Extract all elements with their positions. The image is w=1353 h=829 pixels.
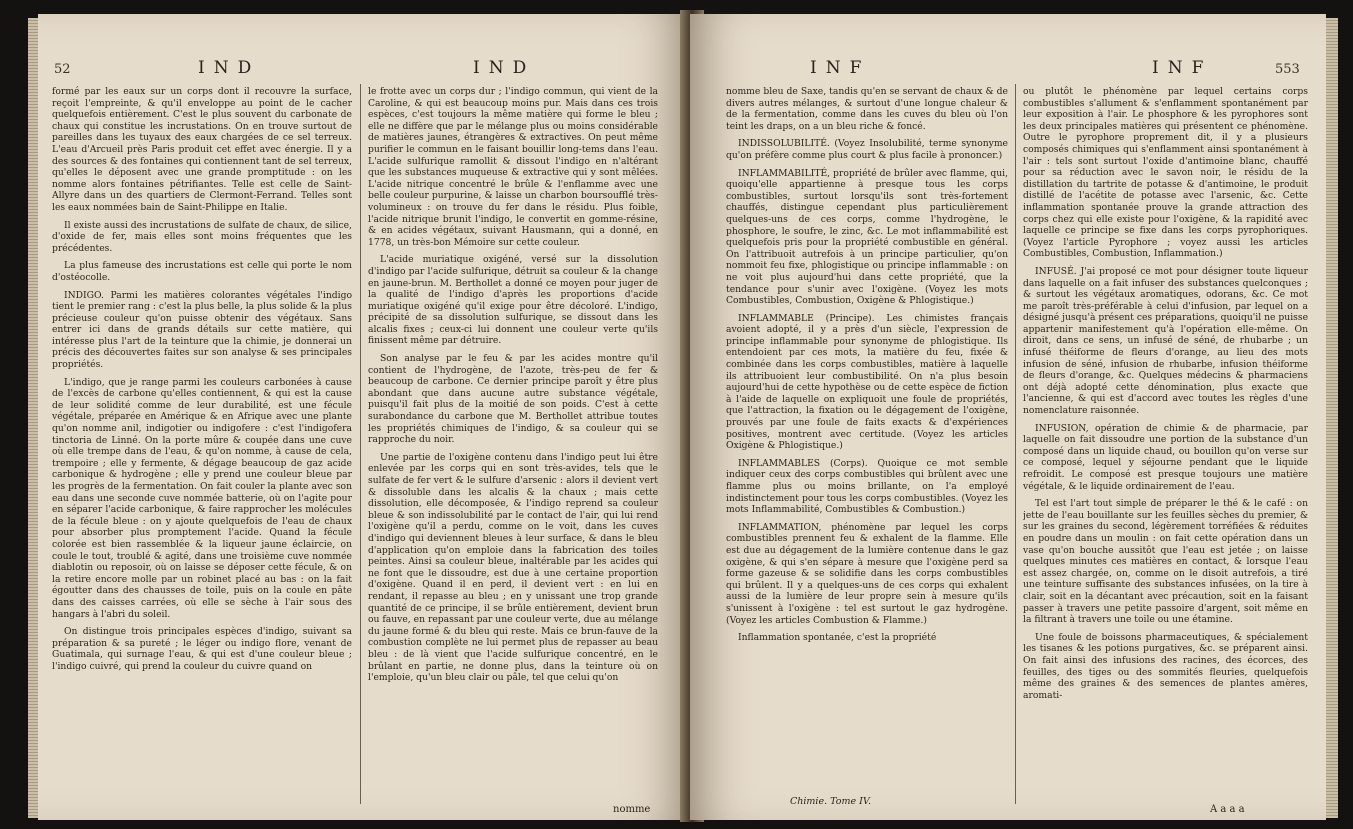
right-page bbox=[690, 14, 1326, 820]
paragraph: INDISSOLUBILITÉ. (Voyez Insolubilité, terme synonyme qu'on préfère comme plus court & plus facile à prononcer.) bbox=[726, 138, 1008, 161]
left-page-number: 52 bbox=[54, 62, 71, 77]
right-page-number: 553 bbox=[1275, 62, 1300, 77]
paragraph: Il existe aussi des incrustations de sulfate de chaux, de silice, d'oxide de fer, mais elles sont moins fréquentes que les précédentes. bbox=[52, 219, 352, 254]
catchword: nomme bbox=[613, 804, 651, 815]
left-page bbox=[38, 14, 688, 820]
left-header-left: IND bbox=[198, 58, 261, 78]
right-column-1 bbox=[726, 86, 1008, 786]
paragraph: ou plutôt le phénomène par lequel certains corps combustibles s'allument & s'enflamment spontanément par leur exposition à l'air. Le phosphore & les pyrophores sont les deux principales matières qui présentent ce phénomène. Outre le pyrophore proprement dit, il y a plusieurs composés chimiques qui s'enflamment ainsi spontanément à l'air : tels sont surtout l'oxide d'antimoine blanc, chauffé pour sa réduction avec le savon noir, le résidu de la distillation du tartrite de potasse & d'antimoine, le produit distillé de l'acétite de potasse avec l'arsenic, &c. Cette inflammation spontanée prouve la grande attraction des corps chez qui elle existe pour l'oxigène, & la rapidité avec laquelle ce principe se fixe dans les corps pyrophoriques. (Voyez l'article Pyrophore ; voyez aussi les articles Combustibles, Combustion, Inflammation.) bbox=[1023, 86, 1308, 260]
paragraph: La plus fameuse des incrustations est celle qui porte le nom d'ostéocolle. bbox=[52, 260, 352, 283]
paragraph: INDIGO. Parmi les matières colorantes végétales l'indigo tient le premier rang : c'est la plus belle, la plus solide & la plus précieuse couleur qu'on puisse obtenir des végétaux. Sans entrer ici dans de grands détails sur cette matière, qui intéresse plus l'art de la teinture que la chimie, je donnerai un précis des découvertes faites sur son analyse & ses principales propriétés. bbox=[52, 289, 352, 371]
paragraph: Une partie de l'oxigène contenu dans l'indigo peut lui être enlevée par les corps qui en sont très-avides, tels que le sulfate de fer vert & le sulfure d'arsenic : alors il devient vert & dissoluble dans les alcalis & la chaux ; mais cette dissolution, elle décomposée, & l'indigo reprend sa couleur bleue & son indissolubilité par le contact de l'air, qui lui rend l'oxigène qu'il a perdu, comme on le voit, dans les cuves d'indigo qui deviennent bleues à leur surface, & dans le bleu d'application qu'on emploie dans la fabrication des toiles peintes. Ainsi sa couleur bleue, inaltérable par les acides qui ne font que le dissoudre, est due à une certaine proportion d'oxigène. Quand il en perd, il devient vert : en lui en rendant, il repasse au bleu ; en y unissant une trop grande quantité de ce principe, il se brûle entièrement, devient brun ou fauve, en repassant par une couleur verte, due au mélange du jaune formé & du bleu qui reste. Mais ce brun-fauve de la combustion complète ne lui permet plus de repasser au beau bleu : de là vient que l'acide sulfurique concentré, en le brûlant en partie, ne donne plus, dans la teinture où on l'emploie, qu'un bleu clair ou pâle, tel que celui qu'on bbox=[368, 451, 658, 684]
paragraph: On distingue trois principales espèces d'indigo, suivant sa préparation & sa pureté ; le léger ou indigo flore, venant de Guatimala, qui surnage l'eau, & qui est d'une couleur bleue ; l'indigo cuivré, qui prend la couleur du cuivre quand on bbox=[52, 626, 352, 672]
paragraph: INFLAMMABLE (Principe). Les chimistes français avoient adopté, il y a près d'un siècle, l'expression de principe inflammable pour synonyme de phlogistique. Ils entendoient par ces mots, la matière du feu, fixée & combinée dans les corps combustibles, matière à laquelle ils attribuoient leur combustibilité. On n'a plus besoin aujourd'hui de cette hypothèse ou de cette espèce de fiction à l'aide de laquelle on expliquoit une foule de propriétés, que l'attraction, la fixation ou le dégagement de l'oxigène, prouvés par une foule de faits exacts & d'expériences positives, montrent avec certitude. (Voyez les articles Oxigène & Phlogistique.) bbox=[726, 312, 1008, 452]
paragraph: L'indigo, que je range parmi les couleurs carbonées à cause de l'excès de carbone qu'elles contiennent, & qui est la cause de leur solidité comme de leur durabilité, est une fécule végétale, préparée en Amérique & en Afrique avec une plante qu'on nomme anil, indigotier ou indigofere : c'est l'indigofera tinctoria de Linné. On la porte mûre & coupée dans une cuve où elle trempe dans de l'eau, & qu'on nomme, à cause de cela, trempoire ; elle y fermente, & dégage beaucoup de gaz acide carbonique & hydrogène ; elle y prend une couleur bleue par les progrès de la fermentation. On fait couler la plante avec son eau dans une seconde cuve nommée batterie, où on l'agite pour en séparer l'acide carbonique, & faire rapprocher les molécules de la fécule bleue : on y ajoute quelquefois de l'eau de chaux pour absorber plus promptement l'acide. Quand la fécule colorée est bien rassemblée & la liqueur jaune éclaircie, on coule le tout, troublé & agité, dans une troisième cuve nommée diablotin ou reposoir, où on laisse se déposer cette fécule, & on la retire encore molle par un robinet placé au bas : on la fait égoutter dans des chausses de toile, puis on la coule en pâte dans des caisses carrées, où elle se sèche à l'air sous des hangars à l'abri du soleil. bbox=[52, 376, 352, 620]
paragraph: INFUSÉ. J'ai proposé ce mot pour désigner toute liqueur dans laquelle on a fait infuser des substances quelconques ; & surtout les végétaux aromatiques, odorans, &c. Ce mot me paroît très-préférable à celui d'infusion, par lequel on a désigné jusqu'à présent ces préparations, quoiqu'il ne puisse appartenir manifestement qu'à l'opération elle-même. On diroit, dans ce sens, un infusé de séné, de rhubarbe ; un infusé théiforme de fleurs d'orange, au lieu des mots infusion de séné, infusion de rhubarbe, infusion théiforme de fleurs d'orange, &c. Quelques médecins & pharmaciens ont déjà adopté cette dénomination, plus exacte que l'ancienne, & qui est d'accord avec toutes les règles d'une nomenclature raisonnée. bbox=[1023, 265, 1308, 417]
paragraph: Inflammation spontanée, c'est la propriété bbox=[738, 632, 937, 644]
paragraph: Son analyse par le feu & par les acides montre qu'il contient de l'hydrogène, de l'azote, très-peu de fer & beaucoup de carbone. Ce dernier principe paroît y être plus abondant que dans aucune autre substance végétale, puisqu'il fait plus de la moitié de son poids. C'est à cette surabondance du carbone que M. Berthollet attribue toutes les propriétés chimiques de l'indigo, & sa couleur qui se rapproche du noir. bbox=[368, 353, 658, 446]
paragraph: L'acide muriatique oxigéné, versé sur la dissolution d'indigo par l'acide sulfurique, détruit sa couleur & la change en jaune-brun. M. Berthollet a donné ce moyen pour juger de la qualité de l'indigo d'après les proportions d'acide muriatique oxigéné qu'il exige pour être décoloré. L'indigo, précipité de sa dissolution sulfurique, se dissout dans les alcalis fixes ; ceux-ci lui donnent une couleur verte qu'ils finissent même par détruire. bbox=[368, 254, 658, 347]
left-column-1 bbox=[52, 86, 352, 816]
right-header-left: INF bbox=[810, 58, 871, 78]
page-edge-right bbox=[1324, 18, 1338, 818]
signature-mark: A a a a bbox=[1210, 804, 1245, 815]
footer-volume: Chimie. Tome IV. bbox=[790, 796, 872, 807]
paragraph: INFLAMMABILITÉ, propriété de brûler avec flamme, qui, quoiqu'elle appartienne à presque tous les corps combustibles, surtout lorsqu'ils sont très-fortement chauffés, distingue cependant plus particulièrement quelques-uns de ces corps, comme l'hydrogène, le phosphore, le soufre, le zinc, &c. Le mot inflammabilité est quelquefois pris pour la propriété combustible en général. On l'attribuoit autrefois à un principe particulier, qu'on nommoit feu fixe, phlogistique ou principe inflammable : on ne voit plus aujourd'hui dans cette propriété, que la tendance pour s'unir avec l'oxigène. (Voyez les mots Combustibles, Combustion, Oxigène & Phlogistique.) bbox=[726, 167, 1008, 307]
right-header-right: INF bbox=[1152, 58, 1213, 78]
paragraph: le frotte avec un corps dur ; l'indigo commun, qui vient de la Caroline, & qui est beaucoup moins pur. Mais dans ces trois espèces, c'est toujours la même matière qui forme le bleu ; elle ne diffère que par le mélange plus ou moins considérable de matières jaunes, étrangères & extractives. On peut même purifier le commun en le faisant bouillir long-tems dans l'eau. L'acide sulfurique ramollit & dissout l'indigo en n'altérant que les substances muqueuse & extractive qui y sont mêlées. L'acide nitrique concentré le brûle & l'enflamme avec une belle couleur purpurine, & laisse un charbon boursoufflé très-volumineux : on trouve du fer dans le résidu. Plus foible, l'acide nitrique brunit l'indigo, le convertit en gomme-résine, & en acides végétaux, suivant Hausmann, qui a donné, en 1778, un très-bon Mémoire sur cette couleur. bbox=[368, 86, 658, 248]
paragraph: INFUSION, opération de chimie & de pharmacie, par laquelle on fait dissoudre une portion de la substance d'un composé dans un liquide chaud, ou bouillon qu'on verse sur ce composé, lequel y séjourne pendant que le liquide refroidit. Le composé est presque toujours une matière végétale, & le liquide ordinairement de l'eau. bbox=[1023, 422, 1308, 492]
paragraph: INFLAMMATION, phénomène par lequel les corps combustibles prennent feu & exhalent de la flamme. Elle est due au dégagement de la lumière contenue dans le gaz oxigène, & qui s'en sépare à mesure que l'oxigène perd sa forme gazeuse & se solidifie dans les corps combustibles qui brûlent. Il y a quelques-uns de ces corps qui exhalent aussi de la lumière de leur propre sein à mesure qu'ils s'unissent à l'oxigène : tel est surtout le gaz hydrogène. (Voyez les articles Combustion & Flamme.) bbox=[726, 521, 1008, 626]
left-column-2 bbox=[368, 86, 658, 802]
right-column-2 bbox=[1023, 86, 1308, 798]
column-rule bbox=[360, 84, 361, 804]
paragraph: nomme bleu de Saxe, tandis qu'en se servant de chaux & de divers autres mélanges, & surtout d'une longue chaleur & de la fermentation, comme dans les cuves du bleu où l'on teint les draps, on a un bleu riche & foncé. bbox=[726, 86, 1008, 132]
left-header-right: IND bbox=[473, 58, 536, 78]
paragraph: formé par les eaux sur un corps dont il recouvre la surface, reçoit l'empreinte, & qu'il enveloppe au point de le cacher quelquefois entièrement. C'est le plus souvent du carbonate de chaux qui constitue les incrustations. On en trouve surtout de pareilles dans les tuyaux des eaux chargées de ce sel terreux. L'eau d'Arcueil près Paris produit cet effet avec énergie. Il y a des sources & des fontaines qui contiennent tant de sel terreux, qu'elles le déposent avec une grande promptitude : on les nomme alors fontaines pétrifiantes. Telle est celle de Saint-Allyre dans un des quartiers de Clermont-Ferrand. Telles sont les eaux nommées bain de Saint-Philippe en Italie. bbox=[52, 86, 352, 213]
column-rule bbox=[1015, 84, 1016, 804]
paragraph: INFLAMMABLES (Corps). Quoique ce mot semble indiquer ceux des corps combustibles qui brûlent avec une flamme plus ou moins brillante, on l'a employé indistinctement pour tous les corps combustibles. (Voyez les mots Inflammabilité, Combustibles & Combustion.) bbox=[726, 457, 1008, 516]
paragraph: Une foule de boissons pharmaceutiques, & spécialement les tisanes & les potions purgatives, &c. se préparent ainsi. On fait ainsi des infusions des racines, des écorces, des feuilles, des tiges ou des sommités fleuries, quelquefois même des graines & des semences de plantes amères, aromati- bbox=[1023, 631, 1308, 701]
paragraph: Tel est l'art tout simple de préparer le thé & le café : on jette de l'eau bouillante sur les feuilles sèches du premier, & sur les graines du second, légèrement torréfiées & réduites en poudre dans un moulin : on fait cette opération dans un vase qu'on bouche aussitôt que l'eau est jetée ; on laisse quelques minutes ces matières en contact, & lorsque l'eau est assez chargée, on, comme on le disoit autrefois, a tiré une teinture suffisante des substances infusées, on la tire à clair, soit en la décantant avec précaution, soit en la faisant passer à travers une petite passoire d'argent, soit même en la filtrant à travers une toile ou une étamine. bbox=[1023, 498, 1308, 626]
